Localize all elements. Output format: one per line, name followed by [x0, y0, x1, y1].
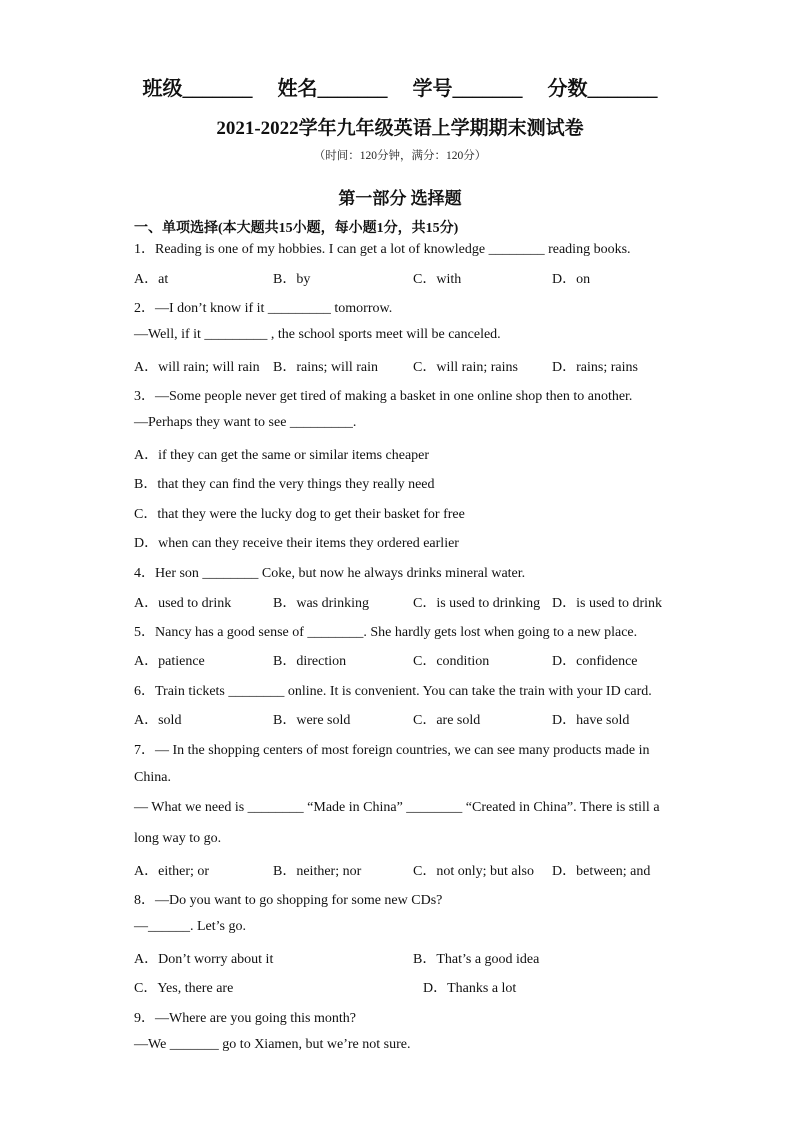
q8-option-b[interactable]: B．That’s a good idea: [413, 952, 540, 967]
q6-option-a[interactable]: A．sold: [134, 713, 182, 728]
question-9-stem: 9．—Where are you going this month?: [134, 1011, 357, 1026]
q7-option-d[interactable]: D．between; and: [552, 864, 651, 879]
class-field[interactable]: 班级_______: [142, 78, 253, 100]
question-8-stem: 8．—Do you want to go shopping for some new CDs?: [134, 893, 443, 908]
q6-option-c[interactable]: C．are sold: [413, 713, 481, 728]
q4-option-d[interactable]: D．is used to drink: [552, 596, 663, 611]
question-5-stem: 5．Nancy has a good sense of ________. She hardly gets lost when going to a new place.: [134, 625, 638, 640]
q1-option-b[interactable]: B．by: [273, 272, 311, 287]
question-3-stem: 3．—Some people never get tired of making a basket in one online shop then to another.: [134, 389, 633, 404]
q5-option-b[interactable]: B．direction: [273, 654, 347, 669]
part-title: 第一部分 选择题: [338, 189, 462, 208]
question-7-stem: 7．— In the shopping centers of most foreign countries, we can see many products made in: [134, 743, 650, 758]
q7-option-c[interactable]: C．not only; but also: [413, 864, 534, 879]
q3-option-c[interactable]: C．that they were the lucky dog to get their basket for free: [134, 507, 465, 522]
q3-option-a[interactable]: A．if they can get the same or similar items cheaper: [134, 448, 430, 463]
name-field[interactable]: 姓名_______: [277, 78, 388, 100]
q2-option-c[interactable]: C．will rain; rains: [413, 360, 518, 375]
q6-option-d[interactable]: D．have sold: [552, 713, 630, 728]
question-7-stem-2-cont: long way to go.: [134, 831, 222, 846]
q8-option-a[interactable]: A．Don’t worry about it: [134, 952, 274, 967]
question-3-stem-2: —Perhaps they want to see _________.: [134, 415, 357, 430]
q4-option-c[interactable]: C．is used to drinking: [413, 596, 541, 611]
q5-option-c[interactable]: C．condition: [413, 654, 490, 669]
q3-option-b[interactable]: B．that they can find the very things they really need: [134, 477, 435, 492]
question-7-stem-2: — What we need is ________ “Made in China” ________ “Created in China”. There is still a: [134, 800, 660, 815]
question-9-stem-2: —We _______ go to Xiamen, but we’re not sure.: [134, 1037, 411, 1052]
q5-option-a[interactable]: A．patience: [134, 654, 205, 669]
section-title: 一、单项选择(本大题共15小题，每小题1分，共15分): [134, 221, 459, 236]
question-4-stem: 4．Her son ________ Coke, but now he always drinks mineral water.: [134, 566, 526, 581]
q2-option-a[interactable]: A．will rain; will rain: [134, 360, 260, 375]
q7-option-b[interactable]: B．neither; nor: [273, 864, 362, 879]
student-id-field[interactable]: 学号_______: [412, 78, 523, 100]
q4-option-a[interactable]: A．used to drink: [134, 596, 232, 611]
q1-option-d[interactable]: D．on: [552, 272, 591, 287]
q8-option-c[interactable]: C．Yes, there are: [134, 981, 234, 996]
q4-option-b[interactable]: B．was drinking: [273, 596, 370, 611]
question-1-stem: 1．Reading is one of my hobbies. I can get a lot of knowledge ________ reading books.: [134, 242, 631, 257]
q5-option-d[interactable]: D．confidence: [552, 654, 638, 669]
q2-option-d[interactable]: D．rains; rains: [552, 360, 638, 375]
student-info-header: [0, 72, 800, 101]
score-field[interactable]: 分数_______: [547, 78, 658, 100]
question-2-stem: 2．—I don’t know if it _________ tomorrow.: [134, 301, 393, 316]
question-2-stem-2: —Well, if it _________ , the school sports meet will be canceled.: [134, 327, 501, 342]
q1-option-c[interactable]: C．with: [413, 272, 462, 287]
q1-option-a[interactable]: A．at: [134, 272, 169, 287]
q8-option-d[interactable]: D．Thanks a lot: [423, 981, 517, 996]
q6-option-b[interactable]: B．were sold: [273, 713, 351, 728]
question-8-stem-2: —______. Let’s go.: [134, 919, 246, 934]
q3-option-d[interactable]: D．when can they receive their items they ordered earlier: [134, 536, 459, 551]
q7-option-a[interactable]: A．either; or: [134, 864, 210, 879]
question-7-stem-cont: China.: [134, 770, 171, 785]
q2-option-b[interactable]: B．rains; will rain: [273, 360, 378, 375]
exam-title: 2021-2022学年九年级英语上学期期末测试卷: [216, 118, 584, 139]
exam-subtitle: （时间：120分钟，满分：120分）: [313, 150, 487, 162]
question-6-stem: 6．Train tickets ________ online. It is convenient. You can take the train with your ID card.: [134, 684, 652, 699]
